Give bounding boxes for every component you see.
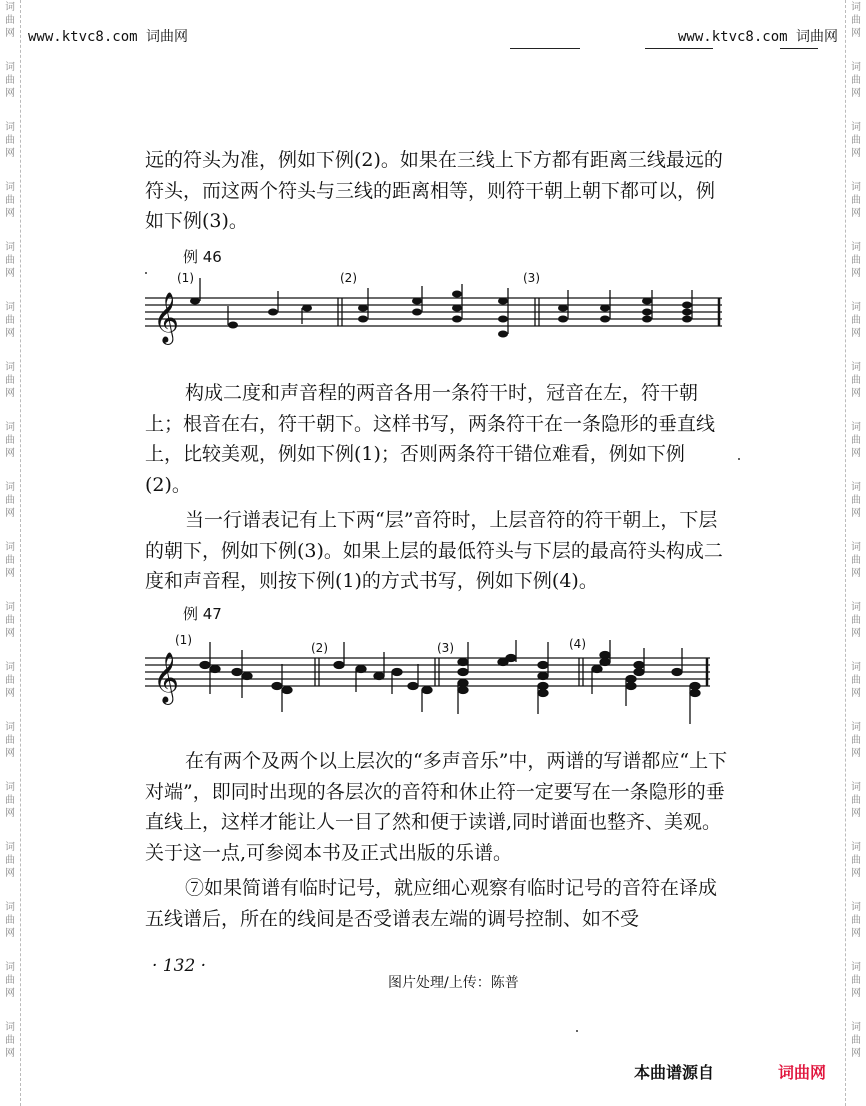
ex47-part-1: (1) bbox=[175, 633, 192, 647]
side-watermark-char: 曲 bbox=[5, 795, 15, 806]
side-watermark-char: 词 bbox=[851, 2, 861, 13]
side-watermark-char: 网 bbox=[851, 508, 861, 519]
side-watermark-char: 词 bbox=[5, 362, 15, 373]
example-46-staff bbox=[145, 266, 735, 350]
side-watermark-char: 网 bbox=[851, 88, 861, 99]
side-watermark-char: 词 bbox=[5, 962, 15, 973]
side-watermark-char: 词 bbox=[851, 362, 861, 373]
side-watermark-char: 网 bbox=[5, 568, 15, 579]
paragraph-5 bbox=[145, 873, 730, 934]
paragraph-1 bbox=[145, 145, 730, 237]
side-watermark-char: 词 bbox=[851, 902, 861, 913]
side-watermark-char: 词 bbox=[851, 662, 861, 673]
side-watermark-char: 网 bbox=[5, 508, 15, 519]
side-watermark-char: 曲 bbox=[851, 1035, 861, 1046]
side-watermark-char: 曲 bbox=[851, 195, 861, 206]
side-watermark-char: 词 bbox=[5, 242, 15, 253]
side-watermark-char: 词 bbox=[851, 542, 861, 553]
ex47-part-4: (4) bbox=[569, 637, 586, 651]
side-watermark-char: 曲 bbox=[851, 675, 861, 686]
paragraph-4-text: 在有两个及两个以上层次的“多声音乐”中，两谱的写谱都应“上下对端”，即同时出现的各层次的音符和休止符一定要写在一条隐形的垂直线上，这样才能让人一目了然和便于读谱,同时谱面也整齐、美观。关于这一点,可参阅本书及正式出版的乐谱。 bbox=[145, 750, 728, 864]
paragraph-3-text: 当一行谱表记有上下两“层”音符时，上层音符的符干朝上，下层的朝下，例如下例(3)。如果上层的最低符头与下层的最高符头构成二度和声音程，则按下例(1)的方式书写，例如下例(4)。 bbox=[145, 509, 723, 592]
header-rule bbox=[510, 48, 580, 49]
side-watermark-char: 网 bbox=[5, 688, 15, 699]
header-rule bbox=[645, 48, 713, 49]
side-watermark-char: 曲 bbox=[5, 135, 15, 146]
example-47-label: 例 47 bbox=[183, 605, 222, 623]
side-watermark-char: 词 bbox=[851, 62, 861, 73]
side-watermark-char: 词 bbox=[5, 122, 15, 133]
side-watermark-char: 网 bbox=[851, 1048, 861, 1059]
side-watermark-char: 曲 bbox=[5, 1035, 15, 1046]
speck bbox=[145, 272, 147, 274]
side-watermark-char: 网 bbox=[851, 388, 861, 399]
example-46-label: 例 46 bbox=[183, 248, 222, 266]
side-watermark-char: 词 bbox=[5, 602, 15, 613]
side-watermark-char: 曲 bbox=[851, 135, 861, 146]
side-watermark-char: 词 bbox=[851, 482, 861, 493]
side-watermark-char: 网 bbox=[5, 88, 15, 99]
side-watermark-char: 网 bbox=[851, 628, 861, 639]
side-watermark-char: 曲 bbox=[5, 915, 15, 926]
paragraph-4 bbox=[145, 746, 730, 868]
side-watermark-char: 曲 bbox=[851, 555, 861, 566]
side-watermark-char: 网 bbox=[5, 988, 15, 999]
header-rule bbox=[780, 48, 818, 49]
paragraph-2-text: 构成二度和声音程的两音各用一条符干时，冠音在左，符干朝上；根音在右，符干朝下。这样书写，两条符干在一条隐形的垂直线上，比较美观，例如下例(1)；否则两条符干错位难看，例如下例(2)。 bbox=[145, 382, 716, 496]
side-watermark-char: 词 bbox=[851, 182, 861, 193]
side-watermark-char: 曲 bbox=[5, 375, 15, 386]
header-site-left[interactable]: www.ktvc8.com 词曲网 bbox=[28, 29, 189, 45]
svg-text:𝄞: 𝄞 bbox=[153, 652, 180, 703]
side-watermark-char: 词 bbox=[851, 722, 861, 733]
side-watermark-char: 曲 bbox=[5, 255, 15, 266]
side-watermark-char: 词 bbox=[5, 422, 15, 433]
side-watermark-char: 词 bbox=[5, 62, 15, 73]
paragraph-2 bbox=[145, 378, 730, 500]
side-watermark-char: 曲 bbox=[5, 435, 15, 446]
ex46-part-2: (2) bbox=[340, 271, 357, 285]
side-watermark-char: 曲 bbox=[5, 975, 15, 986]
credit-line: 图片处理/上传：陈普 bbox=[388, 975, 519, 991]
side-watermark-char: 曲 bbox=[851, 75, 861, 86]
side-watermark-char: 网 bbox=[851, 328, 861, 339]
source-label: 本曲谱源自 bbox=[634, 1063, 715, 1082]
side-watermark-char: 词 bbox=[5, 482, 15, 493]
side-watermark-char: 词 bbox=[5, 842, 15, 853]
side-watermark-char: 网 bbox=[851, 28, 861, 39]
side-watermark-char: 词 bbox=[5, 722, 15, 733]
side-watermark-char: 曲 bbox=[851, 915, 861, 926]
paragraph-1-text: 远的符头为准，例如下例(2)。如果在三线上下方都有距离三线最远的符头，而这两个符头与三线的距离相等，则符干朝上朝下都可以，例如下例(3)。 bbox=[145, 149, 723, 232]
ex47-part-2: (2) bbox=[311, 641, 328, 655]
side-watermark-char: 网 bbox=[5, 388, 15, 399]
side-watermark-char: 词 bbox=[851, 1022, 861, 1033]
side-watermark-char: 网 bbox=[851, 808, 861, 819]
side-watermark-char: 曲 bbox=[5, 615, 15, 626]
side-watermark-char: 曲 bbox=[851, 855, 861, 866]
side-watermark-char: 曲 bbox=[5, 315, 15, 326]
source-site-link[interactable]: 词曲网 bbox=[778, 1063, 827, 1082]
side-watermark-char: 词 bbox=[5, 1022, 15, 1033]
svg-text:𝄞: 𝄞 bbox=[153, 292, 180, 343]
side-watermark-char: 曲 bbox=[5, 195, 15, 206]
side-watermark-char: 网 bbox=[851, 208, 861, 219]
side-watermark-char: 网 bbox=[851, 988, 861, 999]
example-47-staff bbox=[145, 628, 735, 728]
ex46-part-3: (3) bbox=[523, 271, 540, 285]
paragraph-5-text: ⑦如果简谱有临时记号，就应细心观察有临时记号的音符在译成五线谱后，所在的线间是否受谱表左端的调号控制、如不受 bbox=[145, 877, 718, 930]
side-watermark-char: 曲 bbox=[851, 495, 861, 506]
side-watermark-char: 曲 bbox=[5, 555, 15, 566]
side-watermark-char: 词 bbox=[5, 182, 15, 193]
side-watermark-char: 网 bbox=[5, 148, 15, 159]
side-watermark-char: 曲 bbox=[851, 15, 861, 26]
side-watermark-char: 网 bbox=[851, 448, 861, 459]
side-watermark-char: 网 bbox=[851, 868, 861, 879]
side-watermark-char: 词 bbox=[851, 842, 861, 853]
side-watermark-char: 曲 bbox=[5, 675, 15, 686]
speck bbox=[738, 458, 740, 460]
side-watermark-char: 词 bbox=[5, 662, 15, 673]
side-watermark-char: 网 bbox=[5, 628, 15, 639]
side-watermark-char: 网 bbox=[5, 448, 15, 459]
side-watermark-char: 网 bbox=[851, 688, 861, 699]
side-watermark-char: 曲 bbox=[5, 855, 15, 866]
side-watermark-char: 词 bbox=[5, 782, 15, 793]
side-watermark-char: 网 bbox=[5, 28, 15, 39]
side-watermark-char: 网 bbox=[5, 808, 15, 819]
side-watermark-char: 词 bbox=[5, 2, 15, 13]
side-watermark-char: 曲 bbox=[5, 15, 15, 26]
side-watermark-char: 网 bbox=[5, 928, 15, 939]
side-watermark-char: 网 bbox=[5, 748, 15, 759]
side-watermark-char: 网 bbox=[5, 1048, 15, 1059]
side-watermark-char: 词 bbox=[851, 962, 861, 973]
side-watermark-char: 曲 bbox=[851, 735, 861, 746]
side-watermark-char: 曲 bbox=[5, 735, 15, 746]
paragraph-3 bbox=[145, 505, 730, 597]
side-watermark-char: 曲 bbox=[851, 315, 861, 326]
ex47-part-3: (3) bbox=[437, 641, 454, 655]
side-watermark-char: 曲 bbox=[851, 255, 861, 266]
side-watermark-char: 词 bbox=[851, 242, 861, 253]
header-site-right[interactable]: www.ktvc8.com 词曲网 bbox=[678, 29, 839, 45]
side-watermark-char: 网 bbox=[851, 568, 861, 579]
side-watermark-char: 网 bbox=[5, 328, 15, 339]
side-watermark-char: 词 bbox=[851, 602, 861, 613]
page-number: · 132 · bbox=[152, 956, 207, 976]
side-watermark-char: 网 bbox=[5, 868, 15, 879]
side-watermark-char: 网 bbox=[851, 268, 861, 279]
side-watermark-char: 曲 bbox=[851, 975, 861, 986]
side-watermark-char: 曲 bbox=[851, 435, 861, 446]
ex46-part-1: (1) bbox=[177, 271, 194, 285]
side-watermark-char: 网 bbox=[851, 928, 861, 939]
side-watermark-char: 词 bbox=[851, 782, 861, 793]
side-watermark-char: 曲 bbox=[5, 495, 15, 506]
side-watermark-char: 网 bbox=[5, 208, 15, 219]
side-watermark-char: 词 bbox=[5, 542, 15, 553]
side-watermark-char: 曲 bbox=[5, 75, 15, 86]
side-watermark-char: 网 bbox=[5, 268, 15, 279]
side-watermark-char: 曲 bbox=[851, 795, 861, 806]
side-watermark-char: 词 bbox=[851, 302, 861, 313]
speck bbox=[576, 1030, 578, 1032]
side-watermark-char: 曲 bbox=[851, 375, 861, 386]
side-watermark-char: 词 bbox=[851, 422, 861, 433]
side-watermark-char: 词 bbox=[851, 122, 861, 133]
side-watermark-char: 词 bbox=[5, 902, 15, 913]
side-watermark-char: 网 bbox=[851, 148, 861, 159]
side-watermark-char: 曲 bbox=[851, 615, 861, 626]
side-watermark-char: 网 bbox=[851, 748, 861, 759]
side-watermark-char: 词 bbox=[5, 302, 15, 313]
